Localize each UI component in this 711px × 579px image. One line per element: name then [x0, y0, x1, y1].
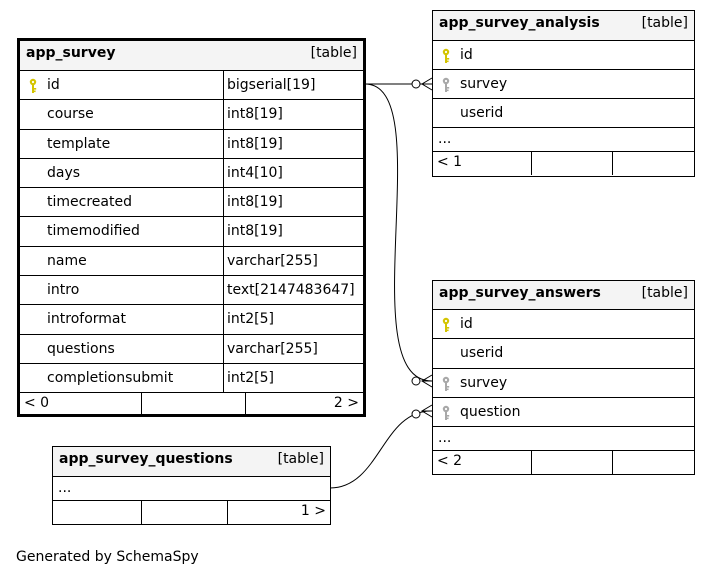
column-type: int2[5] [227, 311, 274, 328]
column-type: bigserial[19] [227, 77, 316, 93]
link-survey-answers [365, 84, 432, 381]
marker-answers-question [412, 405, 432, 418]
footer-divider [141, 393, 142, 417]
column-row-introformat [20, 305, 363, 334]
column-name: survey [460, 374, 508, 391]
footer-divider [531, 152, 532, 175]
column-row-id [433, 310, 694, 339]
footer-child-count: 2 > [333, 395, 359, 412]
footer-parent-count: < 2 [437, 453, 463, 470]
table-footer [433, 451, 694, 474]
column-name: completionsubmit [47, 369, 174, 386]
table-footer [20, 393, 363, 417]
column-type: int8[19] [227, 194, 283, 211]
column-row-days [20, 159, 363, 188]
column-row-userid [433, 339, 694, 368]
column-name: introformat [47, 311, 126, 328]
table-more-columns [53, 477, 330, 501]
ellipsis: ... [58, 480, 72, 496]
column-divider [223, 276, 224, 304]
column-divider [223, 247, 224, 275]
column-divider [223, 159, 224, 187]
table-app-survey-answers[interactable] [432, 280, 695, 475]
column-row-course [20, 100, 363, 129]
column-type: text[2147483647] [227, 282, 355, 299]
table-header [20, 41, 363, 71]
column-row-userid [433, 99, 694, 128]
column-divider [223, 100, 224, 128]
foreign-key-icon [441, 77, 451, 93]
column-divider [223, 217, 224, 245]
table-kind: [table] [277, 451, 324, 467]
column-divider [223, 335, 224, 363]
column-row-survey [433, 369, 694, 398]
footer-divider [612, 451, 613, 474]
link-questions-answers [330, 411, 432, 488]
footer-parent-count: < 0 [24, 395, 50, 412]
table-app-survey-questions[interactable] [52, 446, 331, 525]
column-type: int8[19] [227, 135, 283, 152]
column-name: name [47, 252, 87, 269]
marker-answers-survey [412, 375, 432, 387]
column-divider [223, 364, 224, 392]
table-header [53, 447, 330, 477]
column-type: int2[5] [227, 369, 274, 386]
footer-parent-count: < 1 [437, 154, 463, 170]
table-name: app_survey_questions [59, 451, 233, 467]
column-name: course [47, 106, 94, 123]
column-name: id [460, 316, 473, 332]
column-name: timecreated [47, 194, 132, 211]
column-divider [223, 71, 224, 99]
footer-divider [531, 451, 532, 474]
column-row-completionsubmit [20, 364, 363, 393]
column-row-questions [20, 335, 363, 364]
table-app-survey-analysis[interactable] [432, 10, 695, 177]
marker-analysis-survey [412, 78, 432, 90]
ellipsis: ... [438, 131, 452, 147]
footer-child-count: 1 > [300, 503, 326, 519]
table-kind: [table] [310, 45, 357, 61]
footer-divider [245, 393, 246, 417]
column-name: id [47, 77, 60, 93]
column-name: intro [47, 282, 80, 299]
column-name: userid [460, 105, 504, 121]
footer-divider [227, 501, 228, 524]
table-name: app_survey_answers [439, 285, 601, 301]
column-type: varchar[255] [227, 252, 318, 269]
column-row-id [20, 71, 363, 100]
column-type: int4[10] [227, 164, 283, 181]
column-name: id [460, 47, 473, 63]
column-divider [223, 130, 224, 158]
column-name: template [47, 135, 111, 152]
primary-key-icon [28, 78, 38, 94]
column-row-id [433, 41, 694, 70]
column-name: days [47, 164, 81, 181]
column-row-question [433, 398, 694, 427]
primary-key-icon [441, 48, 451, 64]
generated-by-caption: Generated by SchemaSpy [16, 549, 199, 565]
table-footer [433, 152, 694, 175]
column-row-intro [20, 276, 363, 305]
ellipsis: ... [438, 430, 452, 447]
foreign-key-icon [441, 405, 451, 421]
column-name: timemodified [47, 223, 140, 240]
column-row-timemodified [20, 217, 363, 246]
column-divider [223, 305, 224, 333]
column-row-timecreated [20, 188, 363, 217]
table-header [433, 11, 694, 41]
column-type: int8[19] [227, 106, 283, 123]
footer-divider [141, 501, 142, 524]
column-name: survey [460, 76, 508, 92]
foreign-key-icon [441, 376, 451, 392]
column-name: questions [47, 340, 115, 357]
column-name: question [460, 403, 521, 420]
column-type: varchar[255] [227, 340, 318, 357]
table-kind: [table] [641, 15, 688, 31]
column-row-survey [433, 70, 694, 99]
table-header [433, 281, 694, 310]
footer-divider [612, 152, 613, 175]
primary-key-icon [441, 317, 451, 333]
table-kind: [table] [641, 285, 688, 301]
column-row-name [20, 247, 363, 276]
column-row-template [20, 130, 363, 159]
table-name: app_survey_analysis [439, 15, 600, 31]
table-app-survey[interactable] [17, 38, 366, 417]
table-more-columns [433, 128, 694, 152]
table-more-columns [433, 427, 694, 451]
table-name: app_survey [26, 45, 116, 61]
column-name: userid [460, 345, 504, 362]
column-type: int8[19] [227, 223, 283, 240]
table-footer [53, 501, 330, 524]
column-divider [223, 188, 224, 216]
